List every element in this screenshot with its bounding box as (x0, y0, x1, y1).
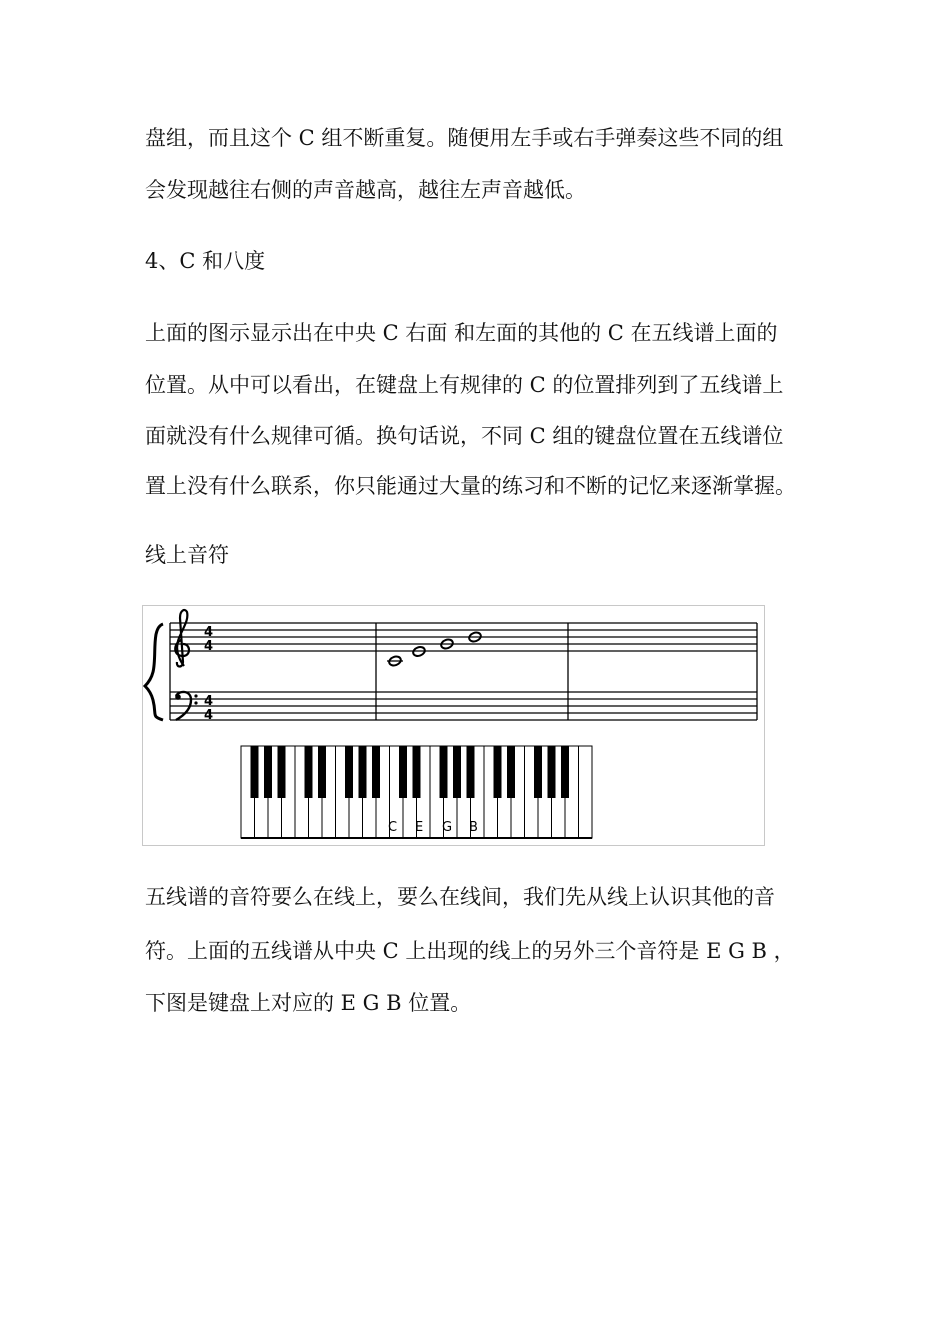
black-key (399, 746, 407, 798)
black-key (561, 746, 569, 798)
black-key (278, 746, 286, 798)
paragraph-line: 会发现越往右侧的声音越高，越往左声音越低。 (145, 178, 586, 202)
time-signature-top: 4 (204, 694, 214, 709)
black-key (264, 746, 272, 798)
paragraph-line: 位置。从中可以看出，在键盘上有规律的 C 的位置排列到了五线谱上 (145, 373, 784, 397)
black-key (305, 746, 313, 798)
black-key (548, 746, 556, 798)
staff-keyboard-svg (143, 606, 766, 847)
treble-clef-icon (175, 610, 189, 667)
time-signature-bottom: 4 (204, 639, 214, 654)
paragraph-line: 符。上面的五线谱从中央 C 上出现的线上的另外三个音符是 E G B ， (145, 939, 795, 963)
black-key (345, 746, 353, 798)
paragraph-line: 上面的图示显示出在中央 C 右面 和左面的其他的 C 在五线谱上面的 (145, 321, 778, 345)
black-key (372, 746, 380, 798)
key-label-b: B (469, 820, 478, 835)
bass-staff (170, 692, 757, 720)
black-key (318, 746, 326, 798)
black-key (534, 746, 542, 798)
paragraph-line: 置上没有什么联系，你只能通过大量的练习和不断的记忆来逐渐掌握。 (145, 474, 796, 498)
black-key (251, 746, 259, 798)
treble-staff (170, 623, 757, 651)
white-key (579, 746, 593, 838)
key-label-c: C (388, 820, 398, 835)
paragraph-line: 下图是键盘上对应的 E G B 位置。 (145, 991, 472, 1015)
black-key (413, 746, 421, 798)
black-key (453, 746, 461, 798)
paragraph-line: 五线谱的音符要么在线上，要么在线间，我们先从线上认识其他的音 (145, 885, 775, 909)
grand-staff-brace (145, 624, 163, 720)
paragraph-line: 盘组，而且这个 C 组不断重复。随便用左手或右手弹奏这些不同的组 (145, 126, 784, 150)
time-signature-bottom: 4 (204, 708, 214, 723)
section-heading: 4、C 和八度 (145, 249, 266, 273)
black-key (494, 746, 502, 798)
black-key (507, 746, 515, 798)
time-signature-top: 4 (204, 625, 214, 640)
staff-keyboard-figure (142, 605, 765, 846)
black-key (359, 746, 367, 798)
paragraph-line: 面就没有什么规律可循。换句话说，不同 C 组的键盘位置在五线谱位 (145, 424, 784, 448)
key-label-g: G (442, 820, 453, 835)
subheading: 线上音符 (145, 543, 229, 567)
black-key (467, 746, 475, 798)
key-label-e: E (415, 820, 424, 835)
black-key (440, 746, 448, 798)
